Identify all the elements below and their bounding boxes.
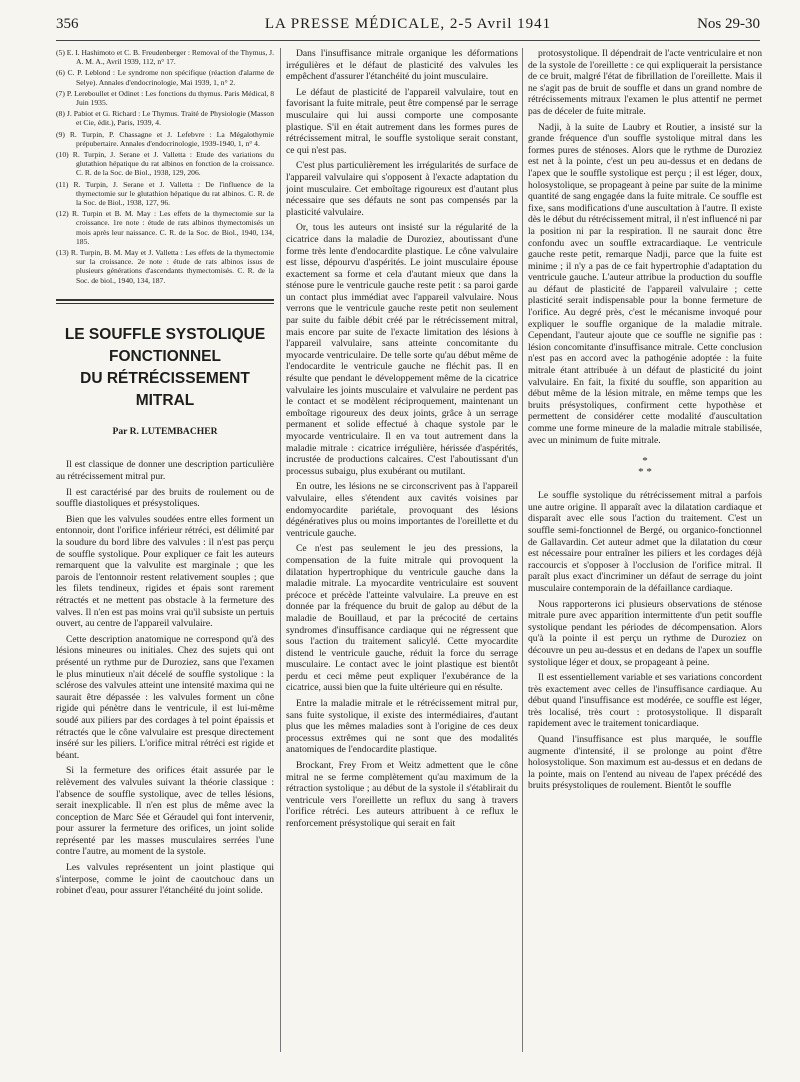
issue-number: Nos 29-30 xyxy=(697,16,760,32)
journal-title: LA PRESSE MÉDICALE, 2-5 Avril 1941 xyxy=(264,16,552,32)
column-divider xyxy=(280,48,281,1052)
article-title xyxy=(56,324,274,412)
reference-item: (12) R. Turpin et B. M. May : Les effets de la thymectomie sur la croissance. 1re note : étude de rats albinos thymectomisés un mois après leur naissance. C. R. de la Soc. de Biol., 1940, 134, 185. xyxy=(56,209,274,246)
article-author: Par R. LUTEMBACHER xyxy=(112,425,218,437)
paragraph: Bien que les valvules soudées entre elles forment un entonnoir, dont l'orifice inférieur rétréci, est délimité par la soudure du bord libre des valvules : il n'est pas perçu de souffle systolique. Pour expliquer ce fait les auteurs remarquent que la valvulite est marginale ; que les parois de l'entonnoir restent relativement souples ; que les filets tendineux, rigides et épais sont rarement rétractés et ne mettent pas obstacle à la fermeture des valves. Il n'en est pas moins vrai qu'il subsiste un pertuis ouvert, au centre de l'appareil valvulaire. xyxy=(56,513,274,630)
column-right xyxy=(528,48,762,1064)
paragraph: Nadji, à la suite de Laubry et Routier, a insisté sur la grande fréquence d'un souffle systolique mitral dans les formes pures de sténoses. Alors que le rythme de Duroziez est net à la pointe, c'est un peu au-dessus et en dedans de l'apex que le souffle systolique est perçu ; il est léger, doux, holosystolique, se propageant à peine par suite de la minime quantité de sang engagée dans la fuite mitrale. Ce souffle est fixe, sans modifications d'une auscultation à l'autre. Il existe dès le début du rétrécissement mitral, il n'est influencé ni par la position ni par la respiration. Il ne saurait donc être confondu avec un souffle extracardiaque. Le ventricule gauche reste petit, remarque Nadji, parce que la fuite est minime ; il n'y a pas de ce fait hypertrophie d'adaptation du ventricule gauche. L'auteur attribue la production du souffle au défaut de plasticité de l'appareil valvulaire ; cette plasticité serait indispensable pour la bonne fermeture de l'orifice. Au degré près, c'est le mécanisme invoqué pour expliquer le souffle organique de la maladie mitrale. Cependant, l'auteur ajoute que ce souffle ne signifie pas : lésion concomitante d'insuffisance mitrale. Cette conclusion n'est pas en accord avec la pathogénie adoptée : la fuite mitrale étant attribuée à un défaut de plasticité du joint valvulaire. En fait, la fixité du souffle, son apparition au début même de la lésion mitrale, en même temps que les bruits présystoliques, confirment cette hypothèse et permettent de considérer cette modalité d'auscultation comme une forme mineure de la maladie mitrale stabilisée, avec un minimum de fuite mitrale. xyxy=(528,121,762,446)
paragraph: En outre, les lésions ne se circonscrivent pas à l'appareil valvulaire, elles s'étendent aux cavités voisines par endomyocardite pariétale, provoquant des lésions dégénératives plus ou moins importantes de l'oreillette et du ventricule gauche. xyxy=(286,481,518,539)
paragraph: Le souffle systolique du rétrécissement mitral a parfois une autre origine. Il apparaît avec la dilatation cardiaque et disparaît avec elle sous l'action du traitement. C'est un souffle semi-fonctionnel de Bergé, ou organico-fonctionnel de Gallavardin. Cet auteur admet que la dilatation du cœur est nécessaire pour entraîner les piliers et les cordages déjà raccourcis et s'opposer à l'occlusion de l'orifice mitral. Il paraît plus exact d'incriminer un défaut de serrage du joint musculaire contemporain de la défaillance cardiaque. xyxy=(528,490,762,594)
reference-item: (6) C. P. Leblond : Le syndrome non spécifique (réaction d'alarme de Selye). Annales d'endocrinologie, Mai 1939, 1, n° 2. xyxy=(56,68,274,87)
article-title-line: FONCTIONNEL xyxy=(109,347,221,365)
article-title-line: DU RÉTRÉCISSEMENT MITRAL xyxy=(80,369,250,409)
column-divider xyxy=(522,48,523,1052)
reference-item: (10) R. Turpin, J. Serane et J. Valletta : Etude des variations du glutathion hépatique du rat albinos en fonction de la croissance. C. R. de la Soc. de Biol., 1938, 129, 206. xyxy=(56,150,274,178)
paragraph: Nous rapporterons ici plusieurs observations de sténose mitrale pure avec apparition intermittente d'un petit souffle systolique pendant les périodes de décompensation. Alors qu'à la pointe il est perçu un rythme de Duroziez on découvre un peu au-dessus et en dedans de l'apex un souffle systolique léger et doux, se propageant à peine. xyxy=(528,598,762,668)
asterisk: * xyxy=(642,455,648,468)
reference-item: (7) P. Lereboullet et Odinet : Les fonctions du thymus. Paris Médical, 8 Juin 1935. xyxy=(56,88,274,108)
article-separator xyxy=(56,299,274,304)
page-number: 356 xyxy=(56,16,79,32)
reference-item: (9) R. Turpin, P. Chassagne et J. Lefebvre : La Mégalothymie prépubertaire. Annales d'endocrinologie, 1939-1940, 1, n° 4. xyxy=(56,129,274,148)
column-middle xyxy=(286,48,518,1064)
reference-item: (5) E. I. Hashimoto et C. B. Freudenberger : Removal of the Thymus, J. A. M. A., Avril 1939, 112, n° 17. xyxy=(56,48,274,67)
paragraph: C'est plus particulièrement les irrégularités de surface de l'appareil valvulaire qui s'opposent à l'exacte adaptation du joint musculaire. Cet emboîtage rigoureux est d'autant plus nécessaire que ses défauts ne sont pas compensés par la plasticité valvulaire. xyxy=(286,160,518,218)
reference-item: (13) R. Turpin, B. M. May et J. Valletta : Les effets de la thymectomie sur la croissance. 2e note : étude de rats albinos issus de plusieurs générations d'ascendants thymectomisés. C. R. de la Soc. de biol., 1940, 134, 187. xyxy=(56,248,274,285)
paragraph: Il est classique de donner une description particulière au rétrécissement mitral pur. xyxy=(56,459,274,483)
paragraph: Cette description anatomique ne correspond qu'à des lésions mineures ou initiales. Chez des sujets qui ont présenté un rythme pur de Duroziez, sans que l'examen le plus minutieux n'ait décelé de souffle systolique : la sclérose des valvules atteint une intensité maxima qui ne saurait être dépassée : les valvules forment un cône rigide qui pénètre dans le ventricule, il est lui-même soudé aux piliers par des cordages à tel point épaissis et rétractés que le cône valvulaire est presque directement inséré sur les piliers. L'orifice mitral rétréci est rigide et béant. xyxy=(56,633,274,761)
paragraph: Ce n'est pas seulement le jeu des pressions, la compensation de la fuite mitrale qui provoquent la dilatation hypertrophique du ventricule gauche dans la maladie mitrale. La myocardite ventriculaire est souvent précoce et précède l'atteinte valvulaire. La preuve en est donnée par la fréquence du bruit de galop au début de la maladie de Bouillaud, et par la précocité de certains syndromes d'insuffisance cardiaque qui ne régressent que sous l'action du traitement salicylé. Cette myocardite distend le ventricule gauche, réduit la force du serrage musculaire. Le contact avec le joint plastique est bientôt perdu et ceci même peut expliquer l'exubérance de la cicatrice, aussi bien que la fuite ultérieure qui en résulte. xyxy=(286,543,518,694)
paragraph: Or, tous les auteurs ont insisté sur la régularité de la cicatrice dans la maladie de Duroziez, aboutissant d'une forme très lente d'endocardite plastique. Le cône valvulaire est lisse, dépourvu d'aspérités. Le joint musculaire épouse exactement sa forme et cela d'autant mieux que dans la sténose pure le ventricule gauche reste petit : sa paroi garde un contact plus immédiat avec l'appareil valvulaire. Nous verrons que le ventricule gauche reste petit non seulement par suite du faible débit créé par le rétrécissement mitral, mais encore par suite de l'exacte limitation des lésions à l'appareil valvulaire, sans atteinte concomitante du myocarde ventriculaire. De telle sorte qu'au début même de l'endocardite le ventricule gauche ne fléchit pas. Il en résulte que pendant le développement même de la cicatrice valvulaire les joints musculaire et valvulaire ne perdent pas le contact et se modèlent réciproquement, maintenant un emboîtage rigoureux des deux joints, grâce à un serrage permanent et solide effectué à chaque systole par le myocarde ventriculaire. Il en va tout autrement dans la maladie mitrale : cicatrice irrégulière, hérissée d'aspérités, incrustée de productions calcaires. C'est l'aboutissant d'un processus subaigu, plus exubérant ou mutilant. xyxy=(286,222,518,477)
paragraph: Si la fermeture des orifices était assurée par le relèvement des valvules suivant la théorie classique : l'absence de souffle systolique, avec de telles lésions, serait inexplicable. Il n'en est plus de même avec la conception de Marc Sée et Géraudel qui font intervenir, pour assurer la fermeture des orifices, un joint solide représenté par les masses musculaires serrées l'une contre l'autre, au moment de la systole. xyxy=(56,765,274,858)
paragraph: Le défaut de plasticité de l'appareil valvulaire, tout en favorisant la fuite mitrale, peut être compensé par le serrage musculaire qui lui aussi comporte une composante plastique. S'il en était autrement dans les formes pures de rétrécissement mitral, le souffle systolique serait constant, ce qui n'est pas. xyxy=(286,86,518,156)
article-title-line: LE SOUFFLE SYSTOLIQUE xyxy=(64,325,266,343)
paragraph: Brockant, Frey From et Weitz admettent que le cône mitral ne se ferme complètement qu'au maximum de la rétraction systolique ; au début de la systole il s'établirait du ventricule vers l'oreillette un reflux du sang à travers l'orifice rétréci. Les auteurs attribuent à ce reflux le renforcement présystolique qui serait en fait xyxy=(286,760,518,829)
paragraph: protosystolique. Il dépendrait de l'acte ventriculaire et non de la systole de l'oreillette : ce qui expliquerait la persistance de ce bruit, malgré l'état de fibrillation de l'oreillette. Mais il ne s'agit pas de bruit de souffle et dans un grand nombre de rétrécissements mitraux l'examen le plus attentif ne permet pas de déceler de fuite mitrale. xyxy=(528,48,762,117)
paragraph: Il est caractérisé par des bruits de roulement ou de souffle diastoliques et présystoliques. xyxy=(56,486,274,510)
paragraph: Il est essentiellement variable et ses variations concordent très exactement avec celles de l'insuffisance cardiaque. Au début quand l'insuffisance est modérée, ce souffle est léger, très localisé, très court : protosystolique. Il disparaît rapidement avec le traitement tonicardiaque. xyxy=(528,672,762,730)
paragraph: Dans l'insuffisance mitrale organique les déformations irrégulières et le défaut de plasticité des valvules les empêchent d'assurer l'étanchéité du joint musculaire. xyxy=(286,48,518,83)
section-separator-asterisks xyxy=(528,456,762,478)
column-left xyxy=(56,48,274,1064)
reference-list xyxy=(56,48,274,285)
reference-item: (8) J. Pabiot et G. Richard : Le Thymus. Traité de Physiologie (Masson et Cie, édit.), Paris, 1939, 4. xyxy=(56,109,274,128)
paragraph: Quand l'insuffisance est plus marquée, le souffle augmente d'intensité, il se prolonge au point d'être holosystolique. Son maximum est au-dessus et en dedans de la pointe, mais on l'entend au niveau de l'apex précédé des bruits présystoliques de roulement. Bientôt le souffle xyxy=(528,734,762,792)
page-header xyxy=(56,14,760,41)
paragraph: Entre la maladie mitrale et le rétrécissement mitral pur, sans fuite systolique, il existe des intermédiaires, d'autant plus que les mêmes maladies sont à l'origine de ces deux processus extrêmes qui ne sont que des modalités anatomiques de l'endocardite plastique. xyxy=(286,698,518,756)
asterisk: * * xyxy=(638,466,652,479)
reference-item: (11) R. Turpin, J. Serane et J. Valletta : De l'influence de la thymectomie sur le glutathion hépatique du rat albinos. C. R. de la Soc. de Biol., 1938, 127, 96. xyxy=(56,179,274,208)
paragraph: Les valvules représentent un joint plastique qui s'interpose, comme le joint de caoutchouc dans un robinet d'eau, pour assurer l'étanchéité du joint solide. xyxy=(56,862,274,897)
